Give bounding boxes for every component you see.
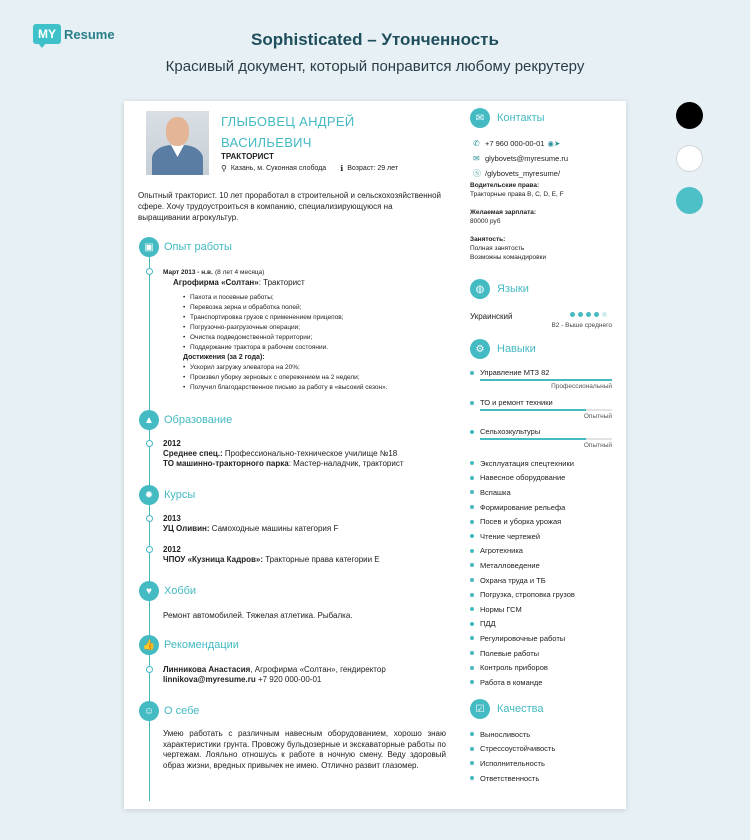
- timeline-dot: [146, 440, 153, 447]
- skill-bar: [480, 379, 612, 381]
- skill-bar: [480, 438, 586, 440]
- recommendation-entry: Линникова Анастасия, Агрофирма «Солтан», гендиректор linnikova@myresume.ru +7 920 000-00-01: [163, 665, 386, 684]
- experience-entry: [163, 267, 453, 393]
- list-item: Агротехника: [470, 544, 575, 559]
- experience-duration: (8 лет 4 месяца): [215, 269, 265, 276]
- color-swatch-black[interactable]: [676, 102, 703, 129]
- profile-photo: [146, 111, 209, 175]
- location-pin-icon: ⚲: [221, 164, 227, 173]
- location-age: [221, 164, 398, 173]
- language-dot: [586, 312, 591, 317]
- education-entry: 2012 Среднее спец.: Профессионально-техническое училище №18 ТО машинно-тракторного парка: Мастер-наладчик, тракторист: [163, 439, 453, 469]
- candidate-name: ГЛЫБОВЕЦ АНДРЕЙ ВАСИЛЬЕВИЧ: [221, 114, 355, 150]
- email-icon: ✉: [473, 154, 480, 163]
- list-item: Металловедение: [470, 558, 575, 573]
- email-text: glybovets@myresume.ru: [485, 154, 569, 163]
- phone-icon: ✆: [473, 139, 480, 148]
- rated-skill: ТО и ремонт техники Опытный: [470, 398, 612, 420]
- list-item: Нормы ГСМ: [470, 602, 575, 617]
- list-item: • Пахота и посевные работы;: [183, 293, 453, 303]
- duties-list: [183, 293, 453, 353]
- envelope-icon: ✉: [470, 108, 490, 128]
- phone-line: [473, 139, 560, 148]
- location-text: Казань, м. Суконная слобода: [230, 165, 327, 172]
- badge-icon: ✹: [139, 485, 159, 505]
- section-title-contacts: Контакты: [497, 112, 545, 124]
- list-item: Ответственность: [470, 771, 555, 786]
- summary-text: Опытный тракторист. 10 лет проработал в строительной и сельскохозяйственной сфере. Хочу трудоустроиться в компанию, специализирующуюся на выращивании агрокультур.: [138, 191, 441, 222]
- timeline-dot: [146, 515, 153, 522]
- language-dot: [594, 312, 599, 317]
- list-item: • Перевозка зерна и обработка полей;: [183, 303, 453, 313]
- list-item: • Погрузочно-разгрузочные операции;: [183, 323, 453, 333]
- skills-list: [470, 456, 575, 690]
- timeline-dot: [146, 666, 153, 673]
- language-dot: [578, 312, 583, 317]
- messenger-icon: ◉➤: [547, 139, 561, 148]
- timeline-dot: [146, 268, 153, 275]
- experience-company: Агрофирма «Солтан»: [173, 278, 259, 287]
- template-title: Sophisticated – Утонченность: [251, 30, 499, 49]
- language-level-dots: [570, 312, 610, 317]
- language-level: B2 - Выше среднего: [551, 322, 612, 329]
- list-item: • Ускорил загрузку элеватора на 20%;: [183, 363, 453, 373]
- rated-skill: Сельхозкультуры Опытный: [470, 427, 612, 449]
- graduation-cap-icon: ▲: [139, 410, 159, 430]
- skype-text: /glybovets_myresume/: [485, 169, 561, 178]
- language-dot: [570, 312, 575, 317]
- email-line: [473, 154, 568, 163]
- language-dot: [602, 312, 607, 317]
- list-item: Регулировочные работы: [470, 631, 575, 646]
- hobby-text: Ремонт автомобилей. Тяжелая атлетика. Рыбалка.: [163, 611, 353, 620]
- color-swatch-white[interactable]: [676, 145, 703, 172]
- employment-block: Занятость: Полная занятость Возможны командировки: [470, 236, 547, 261]
- color-swatch-teal[interactable]: [676, 187, 703, 214]
- experience-position: : Тракторист: [258, 278, 305, 287]
- section-title-about: О себе: [164, 705, 200, 717]
- achievements-list: [183, 363, 453, 393]
- experience-period: Март 2013 - н.в.: [163, 269, 213, 276]
- list-item: Охрана труда и ТБ: [470, 573, 575, 588]
- list-item: • Получил благодарственное письмо за работу в «высокий сезон».: [183, 383, 453, 393]
- list-item: Контроль приборов: [470, 660, 575, 675]
- age-info-icon: ℹ: [340, 164, 344, 173]
- section-title-skills: Навыки: [497, 343, 536, 355]
- list-item: Эксплуатация спецтехники: [470, 456, 575, 471]
- heart-icon: ♥: [139, 581, 159, 601]
- list-item: • Поддержание трактора в рабочем состоянии.: [183, 343, 453, 353]
- rated-skill: Управление МТЗ 82 Профессиональный: [470, 368, 612, 390]
- education-year: 2012: [163, 439, 181, 448]
- section-title-recommendations: Рекомендации: [164, 639, 239, 651]
- section-title-education: Образование: [164, 414, 233, 426]
- language-name: Украинский: [470, 312, 513, 321]
- list-item: Стрессоустойчивость: [470, 742, 555, 757]
- section-title-experience: Опыт работы: [164, 241, 232, 253]
- course-entry: 2013 УЦ Оливин: Самоходные машины категория F: [163, 514, 339, 533]
- list-item: • Очистка подведомственной территории;: [183, 333, 453, 343]
- list-item: Погрузка, строповка грузов: [470, 587, 575, 602]
- user-icon: ☺: [139, 701, 159, 721]
- course-entry: 2012 ЧПОУ «Кузница Кадров»: Тракторные права категории E: [163, 545, 380, 564]
- skype-line: [473, 168, 560, 179]
- section-title-hobby: Хобби: [164, 585, 197, 597]
- list-item: ПДД: [470, 617, 575, 632]
- section-title-qualities: Качества: [497, 703, 544, 715]
- list-item: Исполнительность: [470, 756, 555, 771]
- list-item: • Транспортировка грузов с применением прицепов;: [183, 313, 453, 323]
- thumbs-up-icon: 👍: [139, 635, 159, 655]
- logo-text: Resume: [64, 26, 115, 42]
- template-subtitle: Красивый документ, который понравится любому рекрутеру: [165, 58, 585, 75]
- achievements-title: Достижения (за 2 года):: [183, 354, 265, 361]
- gears-icon: ⚙: [470, 339, 490, 359]
- timeline-dot: [146, 546, 153, 553]
- list-item: Формирование рельефа: [470, 500, 575, 515]
- resume-preview: [124, 101, 626, 809]
- list-item: Вспашка: [470, 485, 575, 500]
- skype-icon: Ⓢ: [473, 169, 481, 178]
- globe-icon: ◍: [470, 279, 490, 299]
- list-item: • Произвел уборку зерновых с опережением на 2 недели;: [183, 373, 453, 383]
- job-title: ТРАКТОРИСТ: [221, 152, 274, 161]
- list-item: Выносливость: [470, 727, 555, 742]
- list-item: Работа в команде: [470, 675, 575, 690]
- list-item: Навесное оборудование: [470, 471, 575, 486]
- skill-bar: [480, 409, 586, 411]
- checkbox-icon: ☑: [470, 699, 490, 719]
- phone-text: +7 960 000-00-01: [485, 139, 545, 148]
- list-item: Посев и уборка урожая: [470, 514, 575, 529]
- about-text: Умею работать с различным навесным оборудованием, хорошо знаю характеристики грунта. Провожу бульдозерные и экскаваторные работы по чертежам. Лояльно отношусь к работе в ночную смену. Веду здоровый образ жизни, вредных привычек не имею. Отлично развит глазомер.: [163, 729, 446, 770]
- salary-block: Желаемая зарплата: 80000 руб: [470, 209, 537, 225]
- list-item: Полевые работы: [470, 646, 575, 661]
- qualities-list: [470, 727, 555, 785]
- license-block: Водительские права: Тракторные права B, C, D, E, F: [470, 182, 564, 198]
- briefcase-icon: ▣: [139, 237, 159, 257]
- section-title-courses: Курсы: [164, 489, 196, 501]
- section-title-languages: Языки: [497, 283, 529, 295]
- age-text: Возраст: 29 лет: [347, 165, 399, 172]
- list-item: Чтение чертежей: [470, 529, 575, 544]
- logo-badge: MY: [33, 24, 61, 44]
